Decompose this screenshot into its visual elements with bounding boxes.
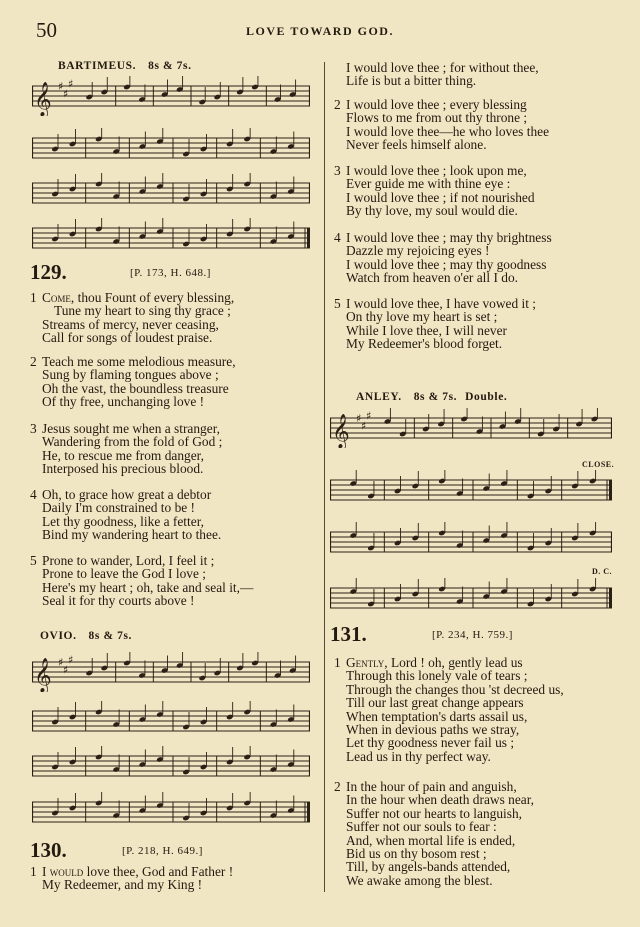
verse-line: Suffer not our souls to fear :	[346, 819, 497, 835]
tune-name: ANLEY.	[356, 391, 402, 403]
music-staff	[32, 76, 310, 116]
music-staff	[330, 578, 612, 618]
hymn-verse	[334, 779, 534, 888]
verse-first-word: I would	[42, 864, 84, 879]
verse-line: Watch from heaven o'er all I do.	[346, 270, 518, 286]
music-staff	[330, 522, 612, 562]
verse-line: I would love thee ; may thy goodness	[346, 256, 547, 272]
verse-line: Of thy free, unchanging love !	[42, 394, 205, 410]
tune-meter: 8s & 7s.	[148, 60, 192, 72]
verse-line: Interposed his precious blood.	[42, 461, 204, 477]
music-staff	[32, 173, 310, 213]
verse-line: Lord ! oh, gently lead us	[387, 655, 523, 670]
music-staff	[32, 128, 310, 168]
verse-number: 2	[334, 779, 341, 794]
music-staff	[32, 792, 310, 832]
verse-line: Never feels himself alone.	[346, 137, 487, 153]
verse-line: I would love thee ; look upon me,	[346, 163, 527, 178]
verse-line: Ever guide me with thine eye :	[346, 176, 511, 192]
tune-ovio-title	[40, 630, 132, 642]
verse-line: Bind my wandering heart to thee.	[42, 527, 222, 543]
verse-line: Seal it for thy courts above !	[42, 593, 195, 609]
verse-line: Oh the vast, the boundless treasure	[42, 380, 229, 396]
tune-name: BARTIMEUS.	[58, 60, 137, 72]
verse-number: 3	[30, 421, 37, 436]
music-staff	[330, 470, 612, 510]
verse-line: My Redeemer, and my King !	[42, 877, 203, 893]
verse-number: 5	[334, 296, 341, 311]
verse-line: Prone to leave the God I love ;	[42, 566, 206, 582]
verse-number: 2	[30, 354, 37, 369]
sharp-sign: ♯	[356, 412, 362, 425]
verse-line: Daily I'm constrained to be !	[42, 500, 196, 516]
tune-extra: Double.	[465, 391, 508, 403]
verse-line: On thy love my heart is set ;	[346, 309, 498, 325]
sharp-sign: ♯	[68, 653, 74, 667]
verse-line: Till, by angels-bands attended,	[346, 859, 511, 875]
tune-meter: 8s & 7s.	[413, 391, 458, 403]
hymn-verse	[334, 97, 550, 153]
hymn-verse	[30, 354, 236, 410]
hymn-verse	[334, 296, 537, 352]
verse-line: In the hour when death draws near,	[346, 792, 534, 808]
verse-line: I would love thee ; for without thee,	[346, 60, 539, 75]
verse-line: My Redeemer's blood forget.	[346, 336, 503, 352]
page-number: 50	[36, 18, 57, 42]
verse-line: Suffer not our hearts to languish,	[346, 805, 523, 821]
hymn-number: 131.	[330, 622, 367, 646]
close-mark: CLOSE.	[582, 460, 615, 469]
music-staff	[32, 652, 310, 692]
treble-clef: 𝄞	[34, 82, 52, 116]
verse-line: Prone to wander, Lord, I feel it ;	[42, 553, 215, 568]
tune-name: OVIO.	[40, 630, 77, 642]
verse-line: Let thy goodness, like a fetter,	[42, 513, 204, 529]
tune-meter: 8s & 7s.	[88, 630, 133, 642]
dc-mark: D. C.	[592, 567, 613, 576]
tune-bartimeus-title	[58, 60, 192, 72]
verse-line: I would love thee, I have vowed it ;	[346, 296, 537, 311]
hymn-reference: [P. 234, H. 759.]	[432, 629, 513, 641]
verse-first-word: Come,	[42, 290, 75, 305]
verse-number: 5	[30, 553, 37, 568]
column-divider	[324, 62, 325, 892]
verse-line: I would love thee ; if not nourished	[346, 189, 535, 205]
verse-line: While I love thee, I will never	[346, 322, 507, 338]
verse-line: Lead us in thy perfect way.	[346, 748, 491, 764]
verse-line: Call for songs of loudest praise.	[42, 330, 213, 346]
verse-line: And, when mortal life is ended,	[346, 832, 516, 848]
verse-line: I would love thee ; may thy brightness	[346, 230, 552, 245]
verse-line: Through this lonely vale of tears ;	[346, 668, 528, 684]
verse-number: 4	[334, 230, 341, 245]
sharp-sign: ♯	[361, 419, 367, 433]
verse-line: Sung by flaming tongues above ;	[42, 367, 219, 383]
verse-number: 4	[30, 487, 37, 502]
hymn-verse	[30, 421, 223, 477]
running-title: LOVE TOWARD GOD.	[246, 24, 394, 38]
sharp-sign: ♯	[68, 77, 74, 91]
verse-line: We awake among the blest.	[346, 872, 493, 888]
hymn-verse	[30, 864, 234, 893]
verse-line: Teach me some melodious measure,	[42, 354, 236, 369]
hymn-verse	[334, 655, 564, 764]
sharp-sign: ♯	[366, 409, 372, 423]
verse-line: Let thy goodness never fail us ;	[346, 735, 515, 751]
verse-line: Jesus sought me when a stranger,	[42, 421, 220, 436]
verse-line: Life is but a bitter thing.	[346, 73, 477, 89]
music-staff	[32, 701, 310, 741]
verse-line: Through the changes thou 'st decreed us,	[346, 681, 564, 697]
tune-anley-title	[356, 391, 507, 403]
verse-line: Bid us on thy bosom rest ;	[346, 846, 487, 862]
verse-line: He, to rescue me from danger,	[42, 447, 204, 463]
sharp-sign: ♯	[63, 663, 69, 677]
verse-line: In the hour of pain and anguish,	[346, 779, 517, 794]
verse-line: Here's my heart ; oh, take and seal it,—	[42, 579, 254, 595]
treble-clef: 𝄞	[34, 658, 52, 692]
verse-line: When in devious paths we stray,	[346, 722, 520, 738]
verse-line: love thee, God and Father !	[83, 864, 234, 879]
verse-number: 2	[334, 97, 341, 112]
sharp-sign: ♯	[58, 656, 64, 669]
verse-line: Dazzle my rejoicing eyes !	[346, 243, 490, 259]
hymn-reference: [P. 218, H. 649.]	[122, 845, 203, 857]
verse-line: Tune my heart to sing thy grace ;	[54, 303, 231, 319]
verse-line: I would love thee ; every blessing	[346, 97, 527, 112]
verse-number: 1	[334, 655, 341, 670]
verse-line: I would love thee—he who loves thee	[346, 123, 550, 139]
verse-line: Streams of mercy, never ceasing,	[42, 316, 219, 332]
hymn-verse	[30, 290, 235, 346]
verse-number: 1	[30, 290, 37, 305]
verse-line: thou Fount of every blessing,	[74, 290, 235, 305]
music-staff	[32, 746, 310, 786]
treble-clef: 𝄞	[332, 414, 350, 448]
verse-line: Wandering from the fold of God ;	[42, 434, 223, 450]
verse-first-word: Gently,	[346, 655, 388, 670]
hymn-verse	[30, 553, 254, 609]
verse-line: When temptation's darts assail us,	[346, 708, 528, 724]
verse-line: Flows to me from out thy throne ;	[346, 110, 528, 126]
music-staff	[32, 218, 310, 258]
verse-number: 3	[334, 163, 341, 178]
hymn-verse	[334, 230, 552, 286]
verse-line: Till our last great change appears	[346, 695, 524, 711]
sharp-sign: ♯	[58, 80, 64, 93]
sharp-sign: ♯	[63, 87, 69, 101]
music-staff	[330, 408, 612, 448]
hymn-number: 129.	[30, 260, 67, 284]
hymn-reference: [P. 173, H. 648.]	[130, 267, 211, 279]
hymn-number: 130.	[30, 838, 67, 862]
hymn-verse	[346, 61, 539, 88]
verse-line: By thy love, my soul would die.	[346, 203, 518, 219]
verse-number: 1	[30, 864, 37, 879]
hymn-verse	[30, 487, 222, 543]
hymn-verse	[334, 163, 535, 219]
verse-line: Oh, to grace how great a debtor	[42, 487, 212, 502]
